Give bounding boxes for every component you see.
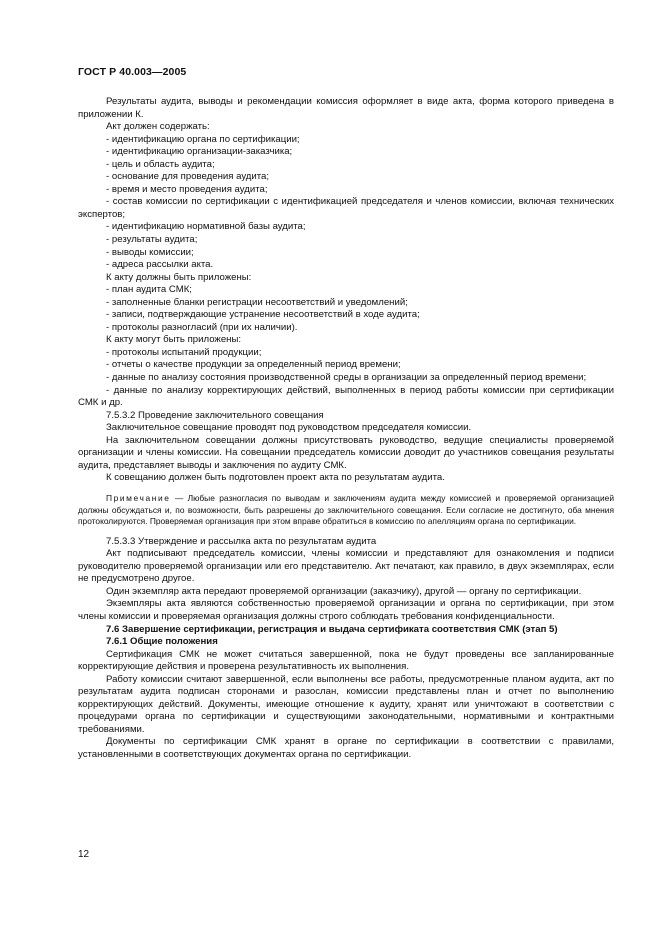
list-item: - план аудита СМК; — [106, 284, 192, 296]
list-item: - результаты аудита; — [106, 234, 198, 246]
section-heading: 7.6 Завершение сертификации, регистрация и выдача сертификата соответствия СМК (этап 5) — [106, 623, 558, 635]
note-text: — Любые разногласия по выводам и заключениям аудита между комиссией и проверяемой организацией должны обсуждаться и, по возможности, быть разрешены до заключительного совещания. Если согласие не достигнуто, оба мнения протоколируются. Проверяемая организация при этом вправе обратиться в комиссию по апелляциям органа по сертификации. — [78, 492, 614, 527]
note — [78, 493, 614, 528]
paragraph: Результаты аудита, выводы и рекомендации комиссия оформляет в виде акта, форма которого приведена в приложении К. — [78, 96, 614, 120]
paragraph: Сертификация СМК не может считаться завершенной, пока не будут проведены все запланированные корректирующие действия и проверена результативность их выполнения. — [78, 648, 614, 673]
list-item: - идентификацию нормативной базы аудита; — [106, 221, 306, 233]
list-item: - отчеты о качестве продукции за определенный период времени; — [106, 359, 401, 371]
list-item: - протоколы испытаний продукции; — [106, 346, 262, 358]
list-item: - идентификацию органа по сертификации; — [106, 133, 300, 145]
note-label: Примечание — [106, 492, 171, 503]
paragraph: К акту должны быть приложены: — [106, 271, 252, 283]
paragraph: Акт должен содержать: — [106, 121, 210, 133]
list-item: - адреса рассылки акта. — [106, 259, 214, 271]
list-item: - выводы комиссии; — [106, 246, 194, 258]
paragraph: К совещанию должен быть подготовлен проект акта по результатам аудита. — [106, 472, 445, 484]
list-item: - состав комиссии по сертификации с идентификацией председателя и членов комиссии, включая технических экспертов; — [78, 196, 614, 220]
paragraph: Один экземпляр акта передают проверяемой организации (заказчику), другой — органу по сертификации. — [106, 585, 582, 597]
list-item: - заполненные бланки регистрации несоответствий и уведомлений; — [106, 296, 408, 308]
paragraph: Работу комиссии считают завершенной, если выполнены все работы, предусмотренные планом аудита, акт по результатам аудита подписан сторонами и разослан, комиссии представлены план и отчет по выполнению корректирующих действий. Документы, имеющие отношение к аудиту, хранят или уничтожают в соответствии с процедурами органа по сертификации и существующими законодательными, нормативными и контрактными требованиями. — [78, 673, 614, 735]
list-item: - протоколы разногласий (при их наличии). — [106, 321, 298, 333]
list-item: - данные по анализу состояния производственной среды в организации за определенный период времени; — [106, 372, 587, 384]
paragraph: Заключительное совещание проводят под руководством председателя комиссии. — [106, 422, 472, 434]
paragraph: Документы по сертификации СМК хранят в органе по сертификации в соответствии с правилами, установленными в соответствующих документах органа по сертификации. — [78, 736, 614, 761]
paragraph: Экземпляры акта являются собственностью проверяемой организации и органа по сертификации, при этом члены комиссии и проверяемая организация должны строго соблюдать требования конфиденциальности. — [78, 598, 614, 623]
page-number: 12 — [78, 849, 90, 860]
paragraph: На заключительном совещании должны присутствовать руководство, ведущие специалисты проверяемой организации и члены комиссии. На совещании председатель комиссии доводит до участников совещания результаты аудита, представляет выводы и заключения по аудиту СМК. — [78, 434, 614, 471]
paragraph: Акт подписывают председатель комиссии, члены комиссии и представляют для ознакомления и подписи руководителю проверяемой организации или его представителю. Акт печатают, как правило, в двух экземплярах, если не предусмотрено другое. — [78, 548, 614, 585]
section-title: 7.5.3.2 Проведение заключительного совещания — [106, 409, 324, 421]
subsection-heading: 7.6.1 Общие положения — [106, 636, 218, 648]
list-item: - идентификацию организации-заказчика; — [106, 146, 293, 158]
list-item: - данные по анализу корректирующих действий, выполненных в период работы комиссии при сертификации СМК и др. — [78, 384, 614, 409]
document-body — [78, 96, 614, 762]
section-title: 7.5.3.3 Утверждение и рассылка акта по результатам аудита — [106, 535, 377, 547]
paragraph: К акту могут быть приложены: — [106, 334, 242, 346]
list-item: - цель и область аудита; — [106, 158, 215, 170]
document-header: ГОСТ Р 40.003—2005 — [78, 66, 187, 78]
list-item: - время и место проведения аудита; — [106, 183, 268, 195]
list-item: - основание для проведения аудита; — [106, 171, 270, 183]
list-item: - записи, подтверждающие устранение несоответствий в ходе аудита; — [106, 309, 420, 321]
